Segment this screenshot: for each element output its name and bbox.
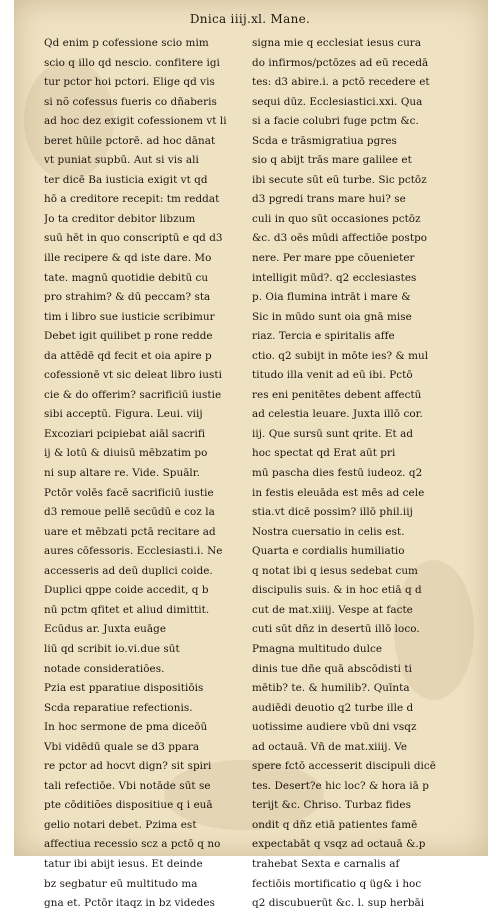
text-line: in festis eleuāda est mēs ad cele	[252, 486, 425, 499]
text-line: &c. d3 oēs mūdi affectiōe postpo	[252, 232, 428, 245]
text-line: nere. Per mare ppe cōuenieter	[252, 252, 415, 265]
text-line: ter dicē Ba iusticia exigit vt qd	[44, 173, 208, 186]
text-line: fectiōis mortificatio q üg& i hoc	[252, 877, 422, 890]
text-line: gna et. Pctōr itaqz in bz videdes	[44, 897, 215, 910]
text-line: Pctōr volēs facē sacrificiū iustie	[44, 486, 214, 499]
text-line: gelio notari debet. Pzima est	[44, 818, 197, 831]
text-line: affectiua recessio scz a pctō q no	[44, 838, 221, 851]
text-line: Sic in mūdo sunt oia gnā mise	[252, 310, 412, 323]
text-line: q notat ibi q iesus sedebat cum	[252, 564, 418, 577]
text-line: tate. magnū quotidie debitū cu	[44, 271, 209, 284]
text-line: q2 discubuerūt &c. l. sup herbāi	[252, 897, 425, 910]
text-line: discipulis suis. & in hoc etiā q d	[252, 584, 422, 597]
text-line: tes: d3 abire.i. a pctō recedere et	[252, 76, 430, 89]
text-line: d3 pgredi trans mare hui? se	[252, 193, 406, 206]
text-line: scio q illo qd nescio. confitere igi	[44, 56, 220, 69]
text-line: cofessionē vt sic deleat libro iusti	[44, 369, 222, 382]
text-line: ad celestia leuare. Juxta illō cor.	[252, 408, 423, 421]
text-line: iij. Que sursū sunt qrite. Et ad	[252, 427, 414, 440]
text-line: ondit q dñz etiā patientes famē	[252, 818, 418, 831]
text-line: vt puniat supbū. Aut si vis ali	[44, 154, 199, 167]
text-line: mū pascha dies festū iudeoz. q2	[252, 467, 423, 480]
text-line: riaz. Tercia e spiritalis affe	[252, 330, 395, 343]
text-line: intelligit mūd?. q2 ecclesiastes	[252, 271, 417, 284]
text-line: da attēdē qd fecit et oia apire p	[44, 349, 212, 362]
text-line: tatur ibi abijt iesus. Et deinde	[44, 857, 203, 870]
text-line: tim i libro sue iusticie scribimur	[44, 310, 215, 323]
text-line: suū hēt in quo conscriptū e qd d3	[44, 232, 223, 245]
text-line: Pzia est pparatiue dispositiōis	[44, 682, 204, 695]
text-line: signa mie q ecclesiat iesus cura	[252, 37, 422, 49]
text-line: Duplici qppe coide accedit, q b	[44, 584, 209, 597]
text-line: Scda e trāsmigratiua pgres	[252, 134, 397, 147]
text-line: audiēdi deuotio q2 turbe ille d	[252, 701, 414, 714]
text-line: terijt &c. Chriso. Turbaz fides	[252, 799, 411, 812]
text-line: d3 remoue pellē secūdū e coz la	[44, 506, 215, 519]
text-line: Vbi vidēdū quale se d3 ppara	[44, 740, 200, 753]
text-line: tali refectiōe. Vbi notāde sūt se	[44, 779, 211, 792]
text-line: si nõ cofessus fueris co dñaberis	[44, 95, 217, 108]
text-line: cie & do offerim? sacrificiū iustie	[44, 388, 222, 401]
text-line: do infirmos/pctōzes ad eū recedā	[252, 56, 429, 69]
text-line: tur pctor hoi pctori. Elige qd vis	[44, 76, 215, 89]
text-line: pte cōditiões dispositiue q i euā	[44, 799, 213, 812]
text-line: stia.vt dicē possim? illō phil.iij	[252, 506, 413, 519]
text-line: Scda reparatiue refectionis.	[44, 701, 193, 714]
right-text-column	[252, 34, 444, 914]
text-line: dinis tue dñe quā abscōdisti ti	[252, 662, 412, 675]
text-line: liū qd scribit io.vi.due sūt	[44, 642, 180, 655]
text-line: uotissime audiere vbū dni vsqz	[252, 721, 417, 734]
left-text-column	[44, 34, 236, 914]
text-line: sibi acceptū. Figura. Leui. viij	[44, 408, 203, 421]
text-line: re pctor ad hocvt dign? sit spiri	[44, 760, 212, 773]
text-line: expectabāt q vsqz ad octauā &.p	[252, 838, 426, 851]
text-line: ij & lotū & diuisū mēbzatim po	[44, 447, 208, 460]
text-line: spere fctō accesserit discipuli dicē	[252, 760, 437, 773]
text-line: si a facie colubri fuge pctm &c.	[252, 115, 419, 128]
text-line: sio q abijt trās mare galilee et	[252, 154, 412, 167]
text-line: Pmagna multitudo dulce	[252, 642, 383, 655]
text-line: tes. Desert?e hic loc? & hora iā p	[252, 779, 429, 792]
text-line: mētib? te. & humilib?. Quīnta	[252, 682, 410, 695]
running-header: Dnica iiij.xl. Mane.	[189, 12, 311, 26]
text-line: cut de mat.xiiij. Vespe at facte	[252, 603, 413, 616]
text-line: sequi dūz. Ecclesiastici.xxi. Qua	[252, 95, 423, 108]
text-line: cuti sūt dñz in desertū illō loco.	[252, 623, 420, 636]
text-line: Qd enim p cofessione scio mim	[44, 37, 209, 49]
text-line: Quarta e cordialis humiliatio	[252, 545, 405, 558]
text-line: ad octauā. Vñ de mat.xiiij. Ve	[252, 740, 408, 753]
text-line: hō a creditore recepit: tm reddat	[44, 193, 220, 206]
text-line: Nostra cuersatio in celis est.	[252, 525, 405, 538]
text-line: In hoc sermone de pma diceōū	[44, 721, 208, 734]
text-line: p. Oia flumina intrāt i mare &	[252, 291, 411, 304]
text-line: nū pctm qfitet et aliud dimittit.	[44, 603, 210, 616]
text-line: ad hoc dez exigit cofessionem vt li	[44, 115, 227, 128]
text-line: uare et mēbzati pctā recitare ad	[44, 525, 216, 538]
text-line: ni sup altare re. Vide. Spuālr.	[44, 467, 201, 480]
text-line: Ecūdus ar. Juxta euāge	[44, 623, 167, 636]
text-line: pro strahim? & dū peccam? sta	[44, 291, 211, 304]
text-line: trahebat Sexta e carnalis af	[252, 857, 400, 870]
text-line: ctio. q2 subijt in mōte ies? & mul	[252, 349, 429, 362]
text-line: Debet igit quilibet p rone redde	[44, 330, 213, 343]
text-line: notade consideratiōes.	[44, 662, 165, 675]
text-line: bz segbatur eū multitudo ma	[44, 877, 198, 890]
text-line: ibi secute sūt eū turbe. Sic pctōz	[252, 173, 427, 186]
text-line: beret hūile pctorē. ad hoc dānat	[44, 134, 216, 147]
text-line: culi in quo sūt occasiones pctōz	[252, 212, 421, 225]
text-line: accesseris ad deū duplici coide.	[44, 564, 213, 577]
text-line: res eni penitētes debent affectū	[252, 388, 422, 401]
text-line: titudo illa venit ad eū ibi. Pctō	[252, 369, 413, 382]
text-line: Jo ta creditor debitor libzum	[44, 212, 196, 225]
text-line: aures cōfessoris. Ecclesiasti.i. Ne	[44, 545, 223, 558]
text-line: hoc spectat qd Erat aūt pri	[252, 447, 396, 460]
text-line: ille recipere & qd iste dare. Mo	[44, 252, 212, 265]
text-line: Excoziari pcipiebat aiāl sacrifi	[44, 427, 206, 440]
